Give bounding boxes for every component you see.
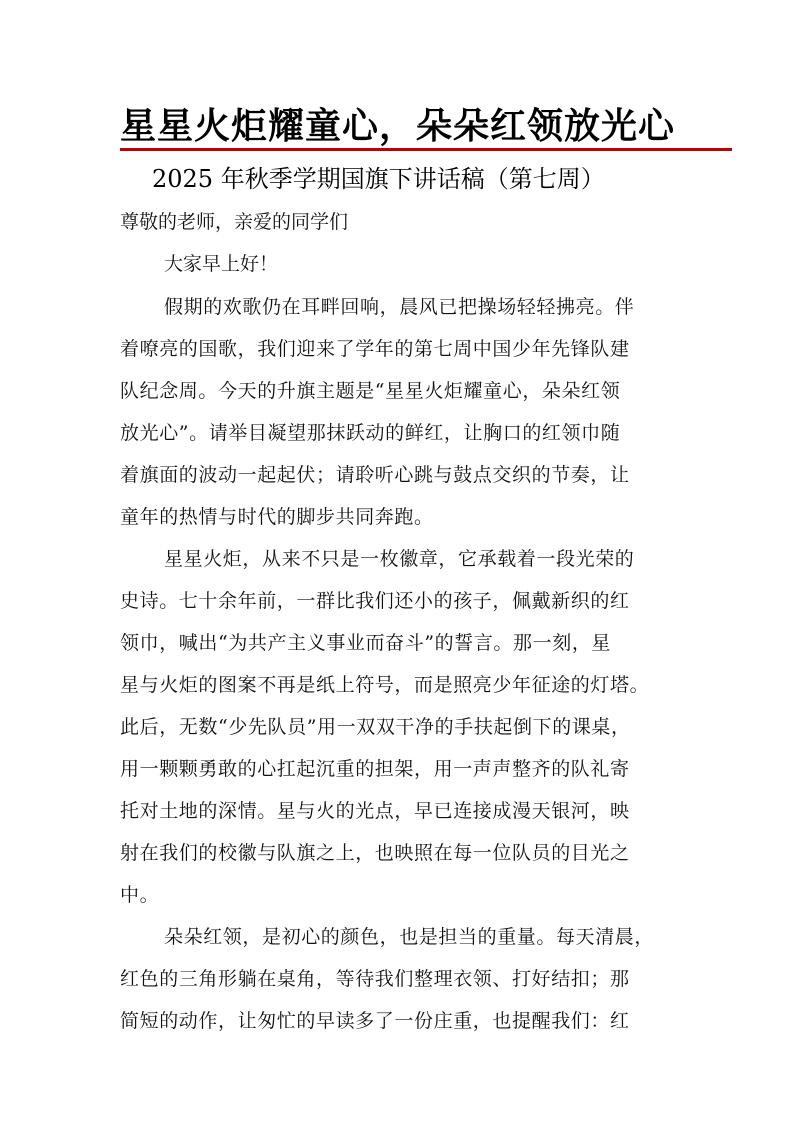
title-underline [120,148,732,151]
paragraph-line: 用一颗颗勇敢的心扛起沉重的担架，用一声声整齐的队礼寄 [120,758,630,780]
paragraph-line: 此后，无数“少先队员”用一双双干净的手扶起倒下的课桌， [120,716,631,738]
paragraph-line: 史诗。七十余年前，一群比我们还小的孩子，佩戴新织的红 [120,590,630,612]
document-body [120,286,672,1042]
paragraph-line: 领巾，喊出“为共产主义事业而奋斗”的誓言。那一刻，星 [120,632,612,654]
paragraph-line: 简短的动作，让匆忙的早读多了一份庄重，也提醒我们：红 [120,1010,630,1032]
greeting: 大家早上好！ [164,253,279,275]
paragraph-line: 放光心”。请举目凝望那抹跃动的鲜红，让胸口的红领巾随 [120,422,621,444]
paragraph-line: 童年的热情与时代的脚步共同奔跑。 [120,506,434,528]
salutation: 尊敬的老师，亲爱的同学们 [120,211,349,233]
paragraph-2 [120,538,672,916]
paragraph-line: 队纪念周。今天的升旗主题是“星星火炬耀童心，朵朵红领 [120,380,621,402]
paragraph-line: 中。 [120,884,160,906]
paragraph-line: 星星火炬，从来不只是一枚徽章，它承载着一段光荣的 [164,548,635,570]
paragraph-3 [120,916,672,1042]
paragraph-line: 射在我们的校徽与队旗之上，也映照在每一位队员的目光之 [120,842,630,864]
paragraph-line: 着旗面的波动一起起伏；请聆听心跳与鼓点交织的节奏，让 [120,464,630,486]
document-subtitle: 2025 年秋季学期国旗下讲话稿（第七周） [152,165,605,193]
paragraph-line: 托对土地的深情。星与火的光点，早已连接成漫天银河，映 [120,800,630,822]
paragraph-line: 着嘹亮的国歌，我们迎来了学年的第七周中国少年先锋队建 [120,338,630,360]
paragraph-line: 假期的欢歌仍在耳畔回响，晨风已把操场轻轻拂亮。伴 [164,296,635,318]
document-title: 星星火炬耀童心，朵朵红领放光心 [120,105,676,147]
paragraph-line: 星与火炬的图案不再是纸上符号，而是照亮少年征途的灯塔。 [120,674,650,696]
paragraph-1 [120,286,672,538]
paragraph-line: 红色的三角形躺在桌角，等待我们整理衣领、打好结扣；那 [120,968,630,990]
paragraph-line: 朵朵红领，是初心的颜色，也是担当的重量。每天清晨， [164,926,655,948]
